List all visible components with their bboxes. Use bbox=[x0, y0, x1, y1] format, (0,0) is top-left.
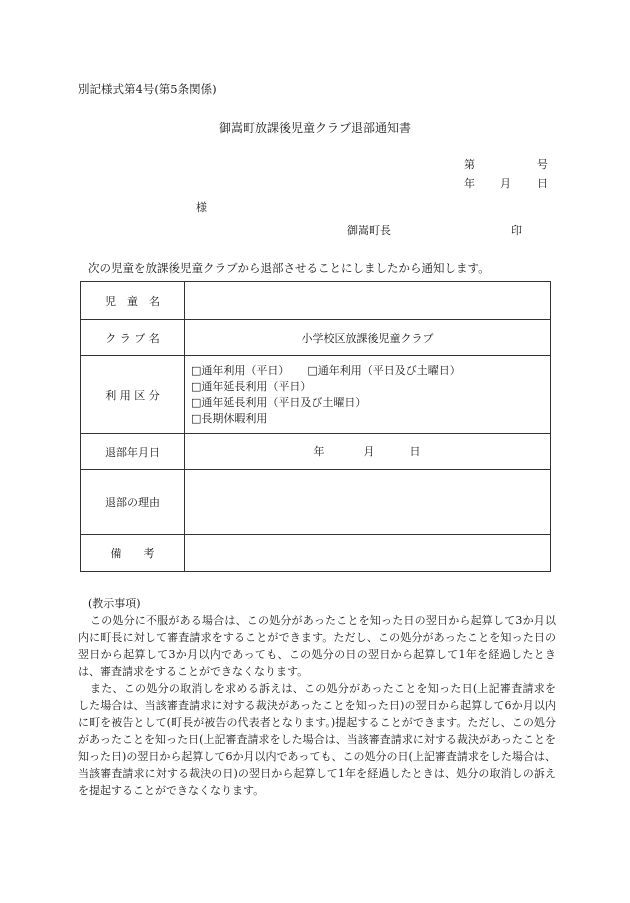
child-name-label: 児 童 名 bbox=[81, 282, 185, 320]
addressee-suffix: 様 bbox=[196, 201, 207, 214]
instruction-paragraph-1: この処分に不服がある場合は、この処分があったことを知った日の翌日から起算して3か月以内に町長に対して審査請求をすることができます。ただし、この処分があったことを知った日の翌日から起算して3か月以内であっても、この処分の日の翌日から起算して1年を経過したときは、審査請求をすることができなくなります。 bbox=[78, 614, 556, 678]
form-number: 別記様式第4号(第5条関係) bbox=[78, 82, 217, 96]
withdraw-date-year: 年 bbox=[313, 445, 325, 458]
withdraw-date-field[interactable] bbox=[185, 434, 551, 470]
row-club-name bbox=[81, 320, 551, 356]
usage-option-checkbox[interactable]: □通年延長利用（平日） bbox=[191, 379, 312, 393]
usage-option-checkbox[interactable]: □通年利用（平日及び土曜日） bbox=[307, 363, 461, 377]
remarks-label: 備 考 bbox=[81, 535, 185, 572]
club-name-value[interactable]: 小学校区放課後児童クラブ bbox=[185, 320, 551, 356]
instruction-paragraph-2: また、この処分の取消しを求める訴えは、この処分があったことを知った日(上記審査請求をした場合は、当該審査請求に対する裁決があったことを知った日)の翌日から起算して6か月以内に町を被告として(町長が被告の代表者となります。)提起することができます。ただし、この処分があったことを知った日(上記審査請求をした場合は、当該審査請求に対する裁決があったことを知った日)の翌日から起算して6か月以内であっても、この処分の日(上記審査請求をした場合は、当該審査請求に対する裁決の日)の翌日から起算して1年を経過したときは、処分の取消しの訴えを提起することができなくなります。 bbox=[78, 682, 556, 797]
usage-type-label: 利 用 区 分 bbox=[81, 356, 185, 434]
withdrawal-table bbox=[80, 281, 551, 572]
seal-mark: 印 bbox=[511, 224, 522, 237]
reason-label: 退部の理由 bbox=[81, 470, 185, 535]
row-withdraw-date bbox=[81, 434, 551, 470]
row-remarks bbox=[81, 535, 551, 572]
usage-options bbox=[185, 356, 551, 434]
date-day: 日 bbox=[537, 177, 548, 190]
usage-option-checkbox[interactable]: □通年延長利用（平日及び土曜日） bbox=[191, 395, 367, 409]
child-name-field[interactable] bbox=[185, 282, 551, 320]
withdraw-date-day: 日 bbox=[409, 445, 421, 458]
doc-number-go: 号 bbox=[537, 158, 548, 171]
date-year: 年 bbox=[464, 177, 475, 190]
remarks-field[interactable] bbox=[185, 535, 551, 572]
reason-field[interactable] bbox=[185, 470, 551, 535]
row-usage-type bbox=[81, 356, 551, 434]
club-name-label: ク ラ ブ 名 bbox=[81, 320, 185, 356]
intro-text: 次の児童を放課後児童クラブから退部させることにしましたから通知します。 bbox=[88, 261, 490, 275]
sender-title: 御嵩町長 bbox=[347, 224, 391, 237]
row-child-name bbox=[81, 282, 551, 320]
usage-option-checkbox[interactable]: □長期休暇利用 bbox=[191, 411, 268, 425]
instruction-body bbox=[78, 612, 556, 799]
row-reason bbox=[81, 470, 551, 535]
date-month: 月 bbox=[500, 177, 511, 190]
doc-number-dai: 第 bbox=[464, 158, 475, 171]
document-title: 御嵩町放課後児童クラブ退部通知書 bbox=[218, 121, 411, 135]
instruction-heading: (教示事項) bbox=[88, 597, 141, 610]
withdraw-date-month: 月 bbox=[363, 445, 375, 458]
withdraw-date-label: 退部年月日 bbox=[81, 434, 185, 470]
usage-option-checkbox[interactable]: □通年利用（平日） bbox=[191, 363, 290, 377]
